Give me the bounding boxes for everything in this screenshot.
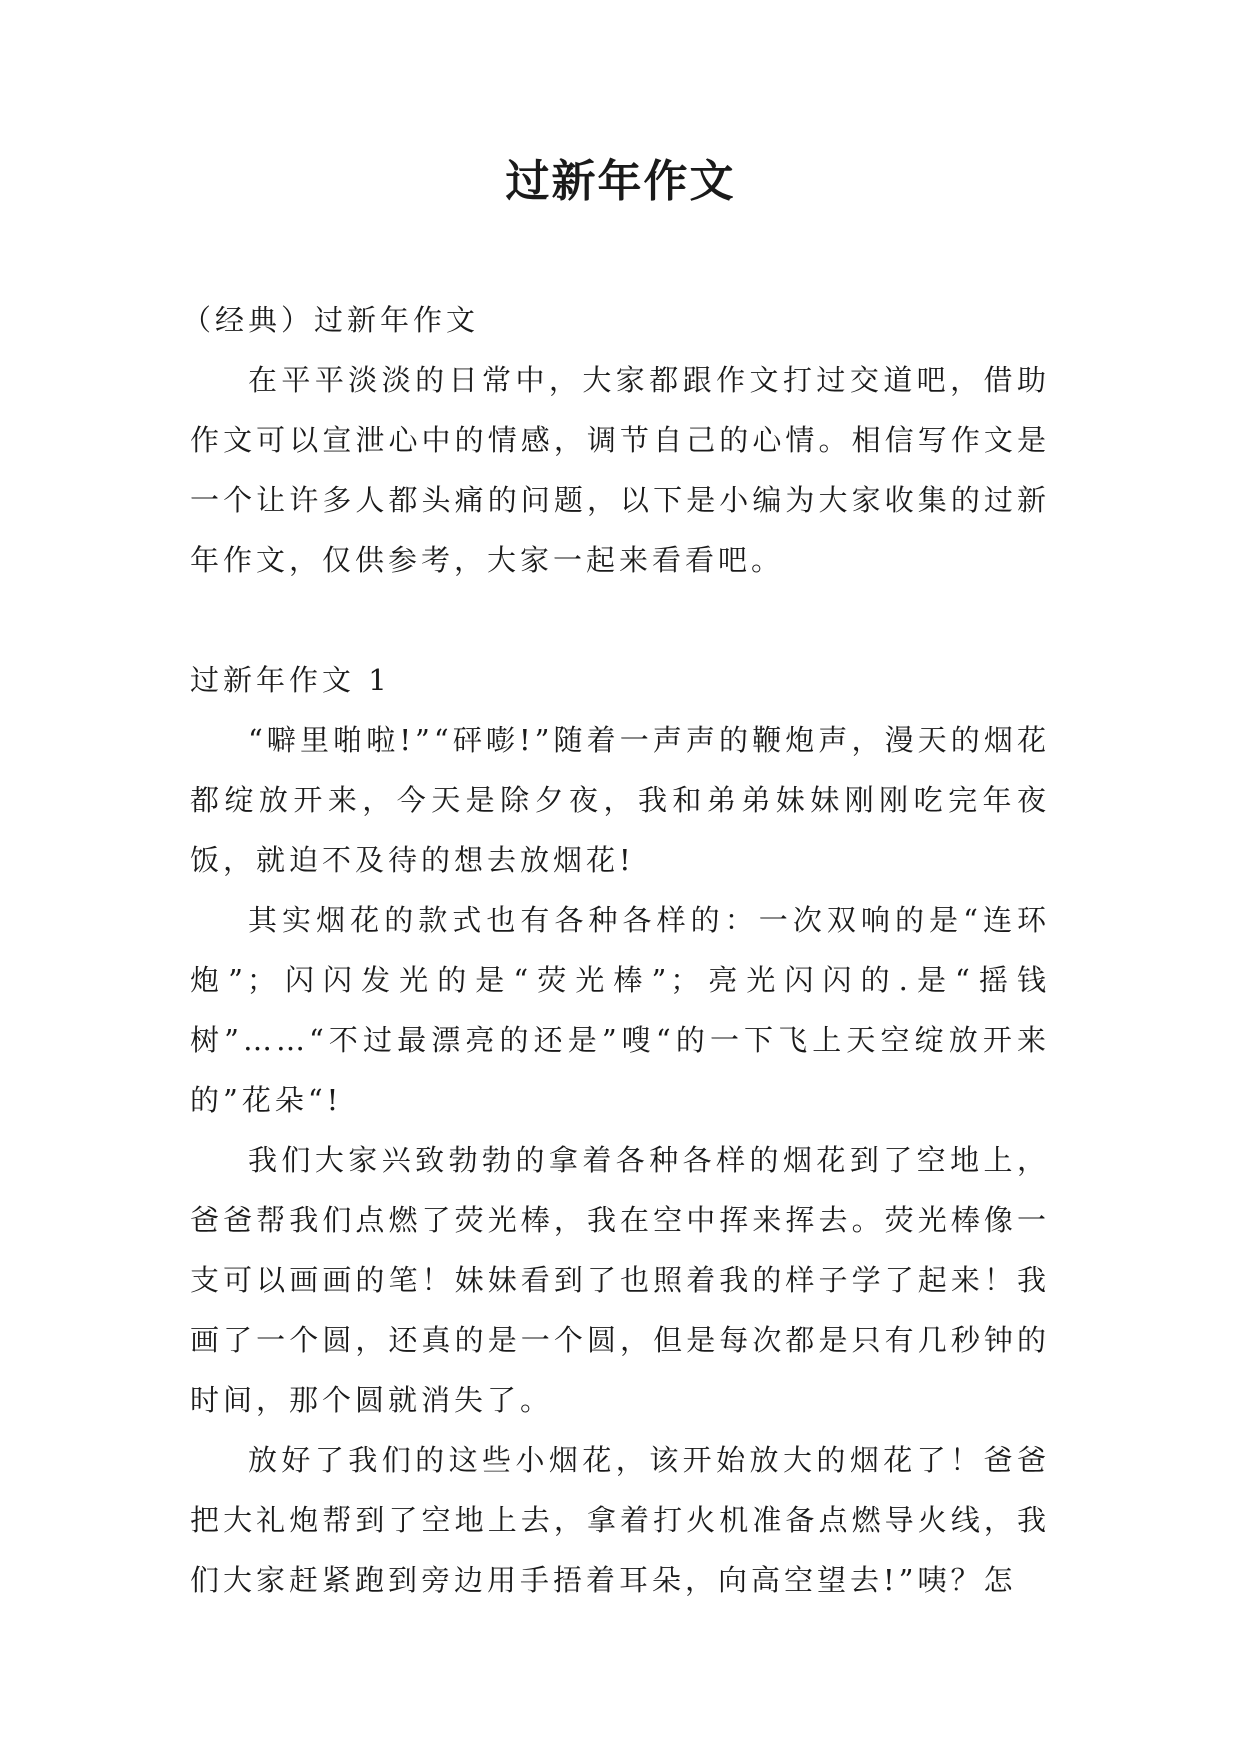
section-heading: 过新年作文 1: [190, 663, 391, 697]
intro-paragraph: 在平平淡淡的日常中，大家都跟作文打过交道吧，借助作文可以宣泄心中的情感，调节自己的心情。相信写作文是一个让许多人都头痛的问题，以下是小编为大家收集的过新年作文，仅供参考，大家一起来看看吧。: [190, 363, 1050, 577]
document-title: 过新年作文: [505, 156, 736, 207]
body-paragraph: 其实烟花的款式也有各种各样的：一次双响的是“连环炮”；闪闪发光的是“荧光棒”；亮光闪闪的.是“摇钱树”……“不过最漂亮的还是”嗖“的一下飞上天空绽放开来的”花朵“!: [190, 903, 1050, 1117]
body-paragraph: “噼里啪啦!”“砰嘭!”随着一声声的鞭炮声，漫天的烟花都绽放开来，今天是除夕夜，我和弟弟妹妹刚刚吃完年夜饭，就迫不及待的想去放烟花!: [190, 723, 1050, 877]
document-subtitle: （经典）过新年作文: [182, 303, 480, 337]
body-paragraph: 我们大家兴致勃勃的拿着各种各样的烟花到了空地上，爸爸帮我们点燃了荧光棒，我在空中挥来挥去。荧光棒像一支可以画画的笔！妹妹看到了也照着我的样子学了起来！我画了一个圆，还真的是一个圆，但是每次都是只有几秒钟的时间，那个圆就消失了。: [190, 1143, 1050, 1417]
document-body: [182, 290, 1050, 1610]
body-paragraph: 放好了我们的这些小烟花，该开始放大的烟花了！爸爸把大礼炮帮到了空地上去，拿着打火机准备点燃导火线，我们大家赶紧跑到旁边用手捂着耳朵，向高空望去!”咦？怎: [190, 1443, 1050, 1597]
